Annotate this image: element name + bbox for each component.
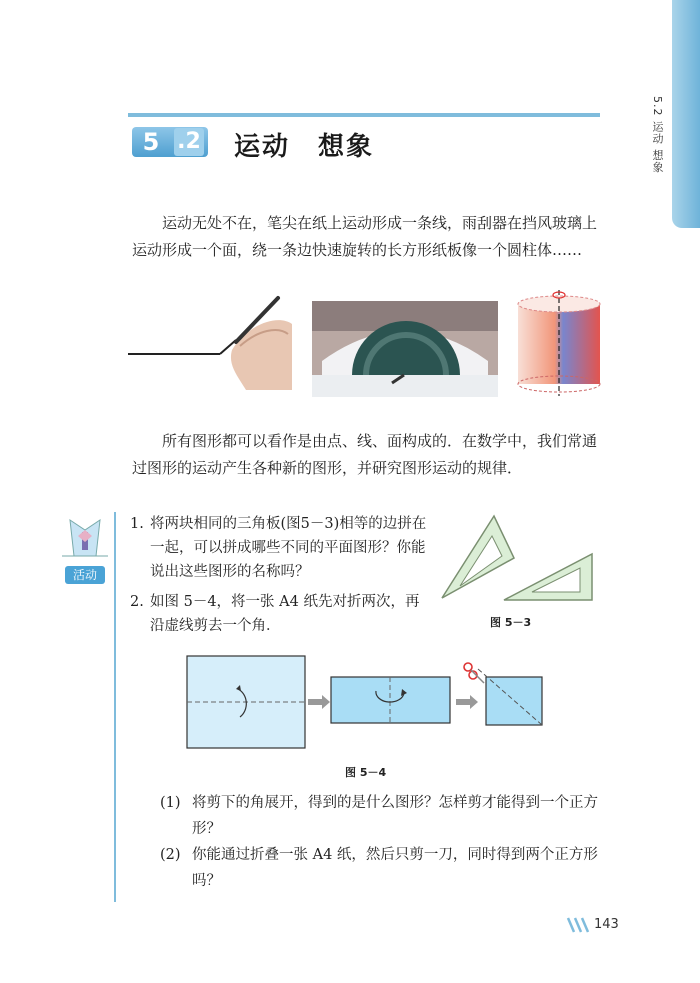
header-rule: [128, 113, 600, 117]
pen-drawing-photo: [128, 294, 294, 390]
sub-question-2-number: (2): [160, 847, 181, 863]
sub-question-1: [160, 790, 610, 842]
set-squares-figure: [434, 514, 604, 606]
page-number-decoration: [566, 916, 594, 934]
sub-question-1-number: (1): [160, 795, 181, 811]
rotating-rectangle-cylinder-figure: [512, 290, 604, 396]
activity-item-1-text: 将两块相同的三角板(图5－3)相等的边拼在一起，可以拼成哪些不同的平面图形？你能说出这些图形的名称吗？: [150, 516, 427, 580]
chapter-side-tab: [672, 0, 700, 228]
sub-question-2-text: 你能通过折叠一张 A4 纸，然后只剪一刀，同时得到两个正方形吗？: [192, 847, 598, 889]
sub-question-1-text: 将剪下的角展开，得到的是什么图形？怎样剪才能得到一个正方形？: [192, 795, 598, 837]
sub-question-2: [160, 842, 610, 894]
section-subnumber: .2: [174, 128, 204, 156]
summary-paragraph: 所有图形都可以看作是由点、线、面构成的．在数学中，我们常通过图形的运动产生各种新的图形，并研究图形运动的规律．: [132, 432, 598, 477]
activity-item-1-number: 1.: [130, 516, 144, 532]
activity-item-2-number: 2.: [130, 594, 144, 610]
section-number: 5: [142, 128, 160, 156]
figure-5-4-caption: 图 5－4: [345, 766, 387, 779]
figure-5-3-caption: 图 5－3: [490, 616, 532, 629]
activity-margin-line: [114, 512, 116, 902]
windshield-wiper-photo: [312, 301, 498, 397]
section-title: 运动 想象: [234, 132, 375, 162]
activity-item-2: [130, 590, 430, 638]
activity-icon: [60, 516, 110, 564]
paper-folding-figure: [186, 655, 546, 749]
activity-item-2-text: 如图 5－4，将一张 A4 纸先对折两次，再沿虚线剪去一个角．: [150, 594, 420, 634]
intro-paragraph: 运动无处不在，笔尖在纸上运动形成一条线，雨刮器在挡风玻璃上运动形成一个面，绕一条边快速旋转的长方形纸板像一个圆柱体……: [132, 214, 598, 259]
activity-item-1: [130, 512, 430, 584]
activity-label: 活动: [65, 566, 105, 584]
side-section-label: 5.2 运动 想象: [651, 96, 664, 174]
page-number: 143: [594, 917, 619, 932]
